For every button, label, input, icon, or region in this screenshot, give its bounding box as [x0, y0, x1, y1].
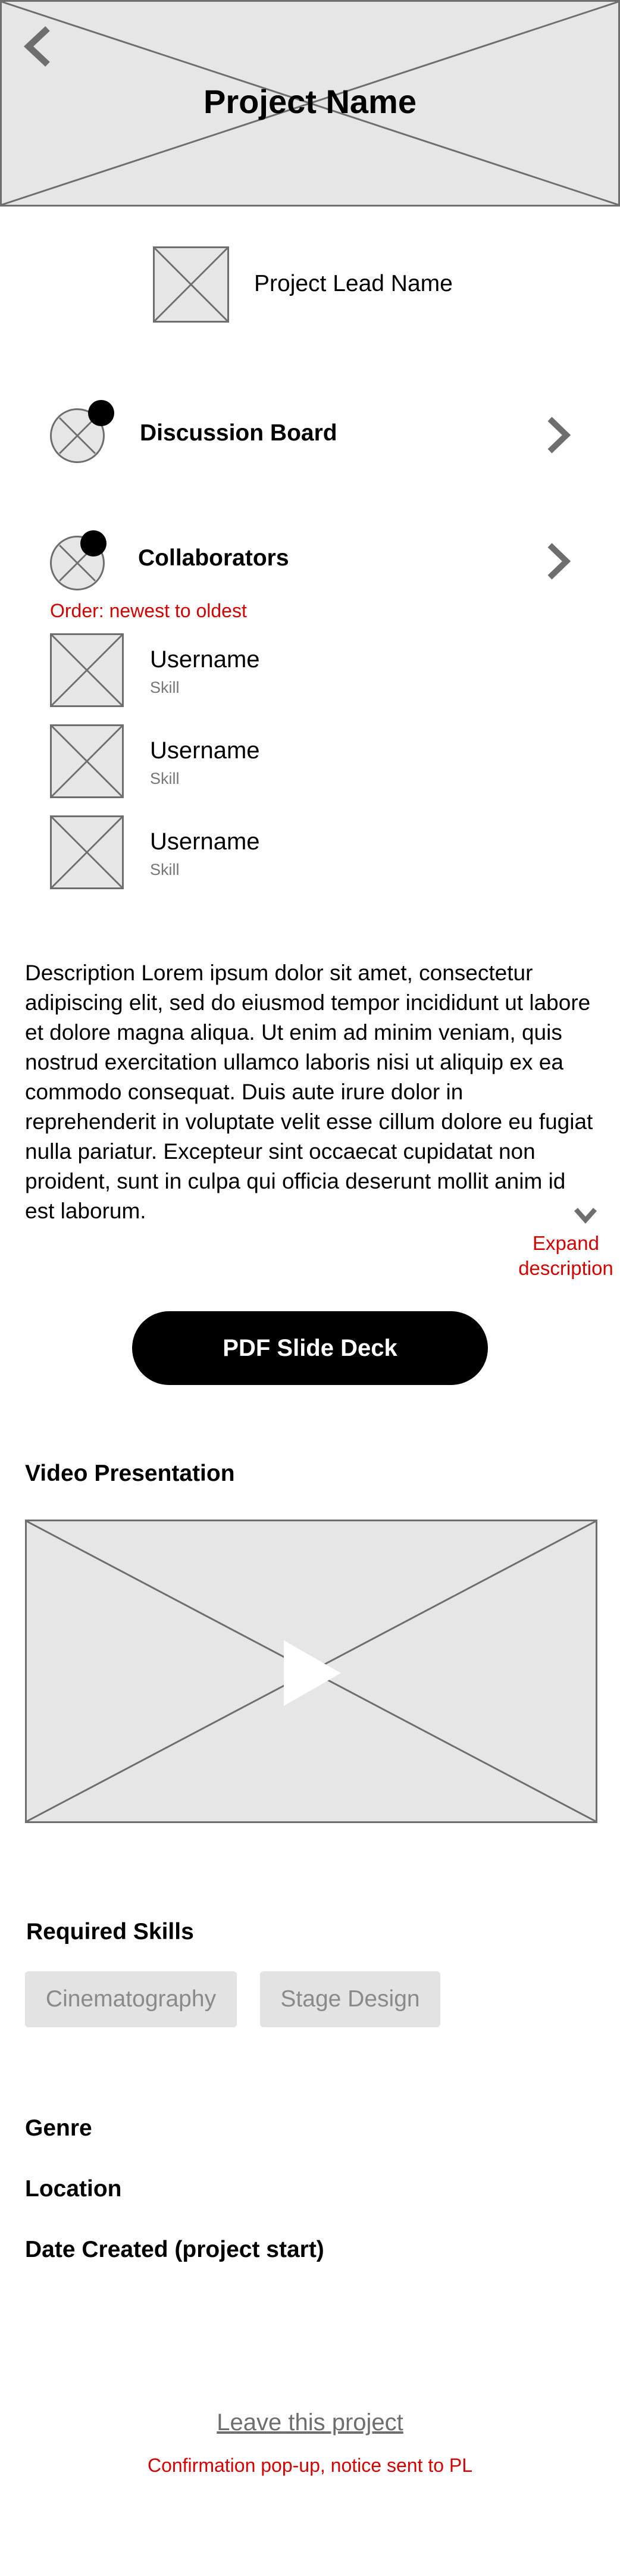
- page-title: Project Name: [203, 83, 417, 120]
- genre-label: Genre: [25, 2115, 92, 2141]
- lead-avatar: [153, 246, 229, 323]
- video-section-title: Video Presentation: [25, 1461, 235, 1486]
- chevron-right-icon: [544, 415, 572, 455]
- notification-dot-icon: [88, 400, 114, 426]
- video-player[interactable]: [25, 1520, 597, 1823]
- expand-description-button[interactable]: [572, 1205, 599, 1226]
- chevron-left-icon: [20, 25, 56, 68]
- expand-annotation-line: Expand: [533, 1232, 599, 1254]
- collaborators-label: Collaborators: [138, 545, 289, 571]
- collaborators-row[interactable]: [0, 524, 620, 601]
- expand-annotation: [512, 1231, 620, 1281]
- notification-dot-icon: [80, 530, 107, 557]
- skill-chip: Cinematography: [25, 1971, 237, 2027]
- collaborator-avatar: [50, 724, 124, 798]
- location-label: Location: [25, 2176, 122, 2202]
- required-skills-title: Required Skills: [26, 1919, 194, 1944]
- play-icon: [281, 1639, 343, 1707]
- expand-annotation-line: description: [518, 1257, 613, 1279]
- chevron-down-icon: [572, 1205, 599, 1226]
- collaborator-skill: Skill: [150, 679, 180, 696]
- back-button[interactable]: [20, 25, 56, 68]
- date-created-label: Date Created (project start): [25, 2237, 324, 2262]
- collaborator-username: Username: [150, 737, 260, 764]
- discussion-board-row[interactable]: [0, 393, 620, 476]
- collaborator-avatar: [50, 815, 124, 889]
- discussion-board-label: Discussion Board: [140, 420, 337, 446]
- chevron-right-icon: [544, 542, 572, 581]
- order-annotation: Order: newest to oldest: [50, 600, 247, 621]
- collaborator-list-item[interactable]: [0, 815, 620, 893]
- collaborator-skill: Skill: [150, 861, 180, 879]
- lead-name[interactable]: Project Lead Name: [254, 271, 453, 296]
- collaborator-list-item[interactable]: [0, 724, 620, 802]
- collaborator-avatar: [50, 633, 124, 707]
- leave-project-link[interactable]: Leave this project: [217, 2409, 403, 2436]
- skill-chip: Stage Design: [260, 1971, 440, 2027]
- collaborator-username: Username: [150, 829, 260, 855]
- project-description: Description Lorem ipsum dolor sit amet, consectetur adipiscing elit, sed do eiusmod tempor incididunt ut labore et dolore magna aliqua. Ut enim ad minim veniam, quis nostrud exercitation ullamco laboris nisi ut aliquip ex ea commodo consequat. Duis aute irure dolor in reprehenderit in voluptate velit esse cillum dolore eu fugiat nulla pariatur. Excepteur sint occaecat cupidatat non proident, sunt in culpa qui officia deserunt mollit anim id est laborum.: [25, 961, 593, 1223]
- pdf-slide-deck-button[interactable]: PDF Slide Deck: [132, 1311, 488, 1385]
- collaborator-list-item[interactable]: [0, 633, 620, 711]
- collaborator-skill: Skill: [150, 770, 180, 787]
- leave-annotation: Confirmation pop-up, notice sent to PL: [147, 2455, 473, 2476]
- collaborator-username: Username: [150, 646, 260, 673]
